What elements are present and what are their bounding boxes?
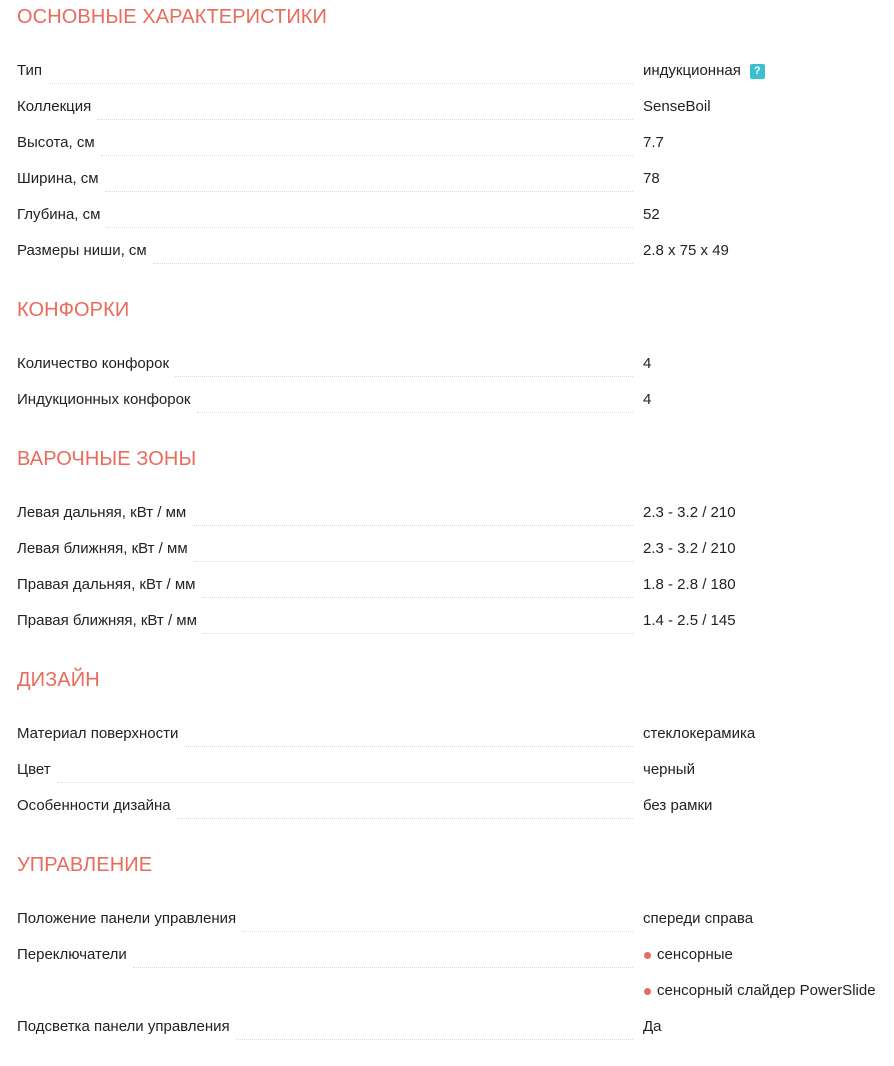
spec-value: 2.3 - 3.2 / 210 [643,504,736,521]
dotted-leader [236,1039,633,1040]
spec-row [17,565,894,601]
spec-value: 4 [643,391,652,408]
spec-label: Правая дальняя, кВт / мм [17,576,196,593]
spec-row [17,714,894,750]
bullet-icon [644,952,651,959]
spec-row [17,51,894,87]
spec-value: 2.3 - 3.2 / 210 [643,540,736,557]
dotted-leader [133,967,633,968]
spec-value-text: сенсорные [657,946,733,963]
section-title: ОСНОВНЫЕ ХАРАКТЕРИСТИКИ [17,6,328,28]
spec-value: 4 [643,355,652,372]
spec-row [17,529,894,565]
spec-value: спереди справа [643,910,754,927]
spec-label: Цвет [17,761,51,778]
spec-label: Особенности дизайна [17,797,171,814]
section-main-characteristics [17,0,894,267]
spec-row [17,750,894,786]
dotted-leader [184,746,633,747]
help-icon[interactable]: ? [750,64,765,79]
dotted-leader [177,818,633,819]
dotted-leader [202,597,634,598]
spec-value-text: сенсорный слайдер PowerSlide [657,982,876,999]
spec-label: Подсветка панели управления [17,1018,230,1035]
spec-value: 78 [643,170,660,187]
spec-label: Высота, см [17,134,95,151]
spec-value: 52 [643,206,660,223]
spec-row [17,231,894,267]
spec-row [17,786,894,822]
section-burners [17,298,894,416]
spec-value: 1.8 - 2.8 / 180 [643,576,736,593]
bullet-icon [644,988,651,995]
spec-label: Размеры ниши, см [17,242,147,259]
spec-label: Левая ближняя, кВт / мм [17,540,188,557]
section-design [17,668,894,822]
spec-label: Переключатели [17,946,127,963]
dotted-leader [203,633,633,634]
spec-row [17,935,894,971]
spec-value: без рамки [643,797,713,814]
section-cooking-zones [17,447,894,637]
dotted-leader [101,155,633,156]
section-title: УПРАВЛЕНИЕ [17,854,153,876]
spec-label: Тип [17,62,43,79]
spec-label: Ширина, см [17,170,99,187]
spec-row [17,1007,894,1043]
spec-value-text: индукционная [643,62,741,79]
spec-label: Левая дальняя, кВт / мм [17,504,187,521]
spec-label: Индукционных конфорок [17,391,191,408]
spec-value [643,61,894,81]
dotted-leader [192,525,633,526]
spec-row [17,971,894,1007]
spec-label: Глубина, см [17,206,101,223]
dotted-leader [153,263,633,264]
spec-row [17,380,894,416]
spec-value: черный [643,761,695,778]
dotted-leader [105,191,633,192]
dotted-leader [106,227,633,228]
spec-value: стеклокерамика [643,725,756,742]
section-title: КОНФОРКИ [17,299,130,321]
spec-label: Материал поверхности [17,725,179,742]
dotted-leader [242,931,633,932]
dotted-leader [57,782,633,783]
dotted-leader [175,376,633,377]
dotted-leader [48,83,633,84]
section-controls [17,853,894,1043]
spec-row [17,344,894,380]
spec-row [17,601,894,637]
spec-value: Да [643,1018,662,1035]
spec-label: Количество конфорок [17,355,170,372]
spec-label: Правая ближняя, кВт / мм [17,612,197,629]
section-title: ВАРОЧНЫЕ ЗОНЫ [17,448,197,470]
spec-row [17,123,894,159]
spec-value: 1.4 - 2.5 / 145 [643,612,736,629]
spec-value: 7.7 [643,134,664,151]
dotted-leader [197,412,634,413]
spec-row [17,87,894,123]
dotted-leader [97,119,633,120]
spec-value [643,945,894,965]
spec-value [643,981,894,1001]
spec-value: 2.8 x 75 x 49 [643,242,729,259]
spec-label: Положение панели управления [17,910,237,927]
section-title: ДИЗАЙН [17,669,100,691]
spec-row [17,493,894,529]
spec-value: SenseBoil [643,98,711,115]
spec-label: Коллекция [17,98,92,115]
spec-row [17,195,894,231]
spec-row [17,899,894,935]
spec-row [17,159,894,195]
dotted-leader [194,561,633,562]
